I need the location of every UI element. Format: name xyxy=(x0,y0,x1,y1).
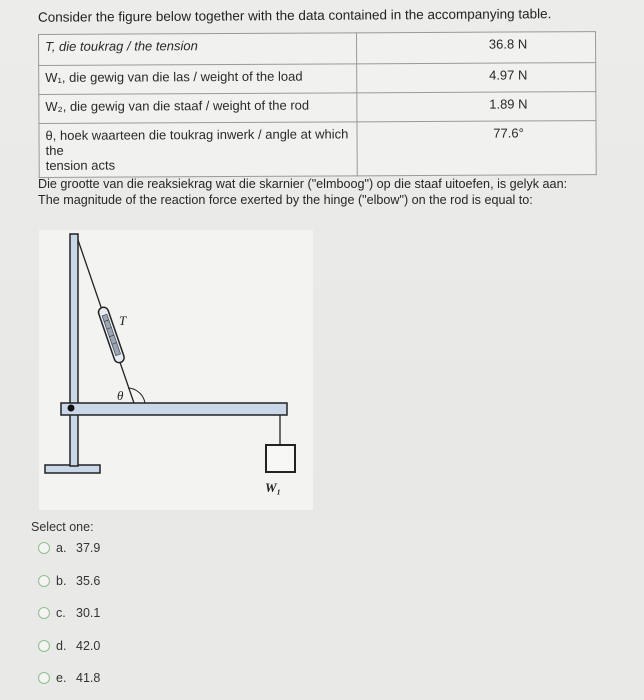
table-row xyxy=(39,32,596,66)
table-cell-label: W₁, die gewig van die las / weight of the load xyxy=(39,64,357,95)
option-value: 35.6 xyxy=(76,574,101,588)
question-intro: Consider the figure below together with the data contained in the accompanying table. xyxy=(37,6,552,25)
table-row xyxy=(39,92,596,124)
angle-label: θ xyxy=(117,388,124,403)
option-letter: d. xyxy=(56,639,67,653)
option-letter: e. xyxy=(56,671,67,685)
data-table xyxy=(38,31,597,178)
load-label: W₁ xyxy=(265,480,282,495)
table-cell-value: 4.97 N xyxy=(357,63,596,93)
table-cell-value: 77.6° xyxy=(357,121,596,176)
radio-button[interactable] xyxy=(38,607,50,619)
answer-option-e[interactable] xyxy=(38,671,100,685)
tension-label: T xyxy=(119,313,127,328)
select-one-label: Select one: xyxy=(31,520,94,534)
vertical-post xyxy=(70,234,78,466)
horizontal-rod xyxy=(61,403,287,415)
option-value: 41.8 xyxy=(76,671,101,685)
table-cell-value: 1.89 N xyxy=(357,92,596,122)
answer-option-c[interactable] xyxy=(38,606,100,620)
table-cell-label: W₂, die gewig van die staaf / weight of the rod xyxy=(39,93,357,124)
angle-arc xyxy=(128,388,145,403)
radio-button[interactable] xyxy=(38,542,50,554)
answer-option-d[interactable] xyxy=(38,639,100,653)
table-cell-label: T, die toukrag / the tension xyxy=(39,33,357,66)
option-letter: a. xyxy=(56,541,67,555)
table-cell-label-line: θ, hoek waarteen die toukrag inwerk / angle at which the xyxy=(45,126,349,158)
answer-option-a[interactable] xyxy=(38,541,100,555)
table-cell-label xyxy=(39,122,357,178)
option-value: 37.9 xyxy=(76,541,101,555)
figure-drawing xyxy=(39,230,313,510)
radio-button[interactable] xyxy=(38,575,50,587)
load-box-icon xyxy=(266,445,295,472)
physics-figure xyxy=(39,230,313,510)
option-value: 42.0 xyxy=(76,639,101,653)
radio-button[interactable] xyxy=(38,640,50,652)
option-value: 30.1 xyxy=(76,606,101,620)
option-letter: b. xyxy=(56,574,67,588)
question-text-english: The magnitude of the reaction force exerted by the hinge ("elbow") on the rod is equal to: xyxy=(38,193,533,207)
table-cell-value: 36.8 N xyxy=(356,32,595,64)
table-row xyxy=(39,63,596,95)
question-text-afrikaans: Die grootte van die reaksiekrag wat die skarnier ("elmboog") op die staaf uitoefen, is gelyk aan: xyxy=(38,177,568,191)
hinge-icon xyxy=(68,405,75,412)
table-cell-label-line: tension acts xyxy=(45,157,116,173)
answer-option-b[interactable] xyxy=(38,574,100,588)
table-row xyxy=(39,121,596,178)
radio-button[interactable] xyxy=(38,672,50,684)
question-description xyxy=(38,176,567,208)
option-letter: c. xyxy=(56,606,66,620)
